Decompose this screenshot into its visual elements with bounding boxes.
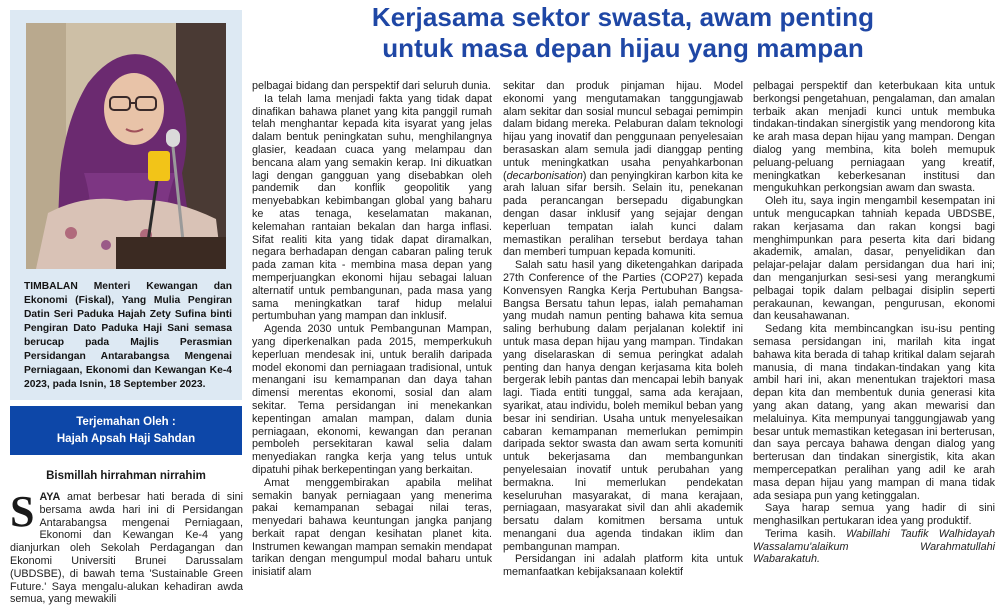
- paragraph: Amat menggembirakan apabila melihat semakin banyak perniagaan yang menerima pakai kemampanan sebagai nilai teras, menyedari bahawa keuntungan jangka panjang berkait rapat dengan kesihatan planet kita. Instrumen kewangan mampan semakin mendapat tarikan dengan mengumpul modal baharu untuk inisiatif alam: [252, 476, 492, 579]
- photo-caption: TIMBALAN Menteri Kewangan dan Ekonomi (Fiskal), Yang Mulia Pengiran Datin Seri Paduka Hajah Zety Sufina binti Pengiran Dato Paduka Haji Sani semasa berucap pada Majlis Perasmian Persidangan Antarabangsa Mengenai Perniagaan, Ekonomi dan Kewangan Ke-4 2023, pada Isnin, 18 September 2023.: [24, 281, 232, 390]
- article-column-4: [753, 80, 995, 566]
- bismillah-line: Bismillah hirrahman nirrahim: [46, 470, 206, 482]
- lead-word: AYA: [39, 491, 61, 503]
- paragraph-text: ) dan penyingkiran karbon kita ke arah laluan sifar bersih. Selain itu, penekanan pada perancangan bersepadu digabungkan dengan dasar inklusif yang sejajar dengan keperluan tempatan ialah kunci dalam memastikan peralihan tersebut berdaya tahan dan memberi tumpuan kepada komuniti.: [503, 169, 743, 259]
- paragraph: pelbagai perspektif dan keterbukaan kita untuk berkongsi pengetahuan, pengalaman, dan amalan terbaik akan menjadi kunci untuk membuka tindakan-tindakan sinergistik yang mendorong kita ke arah masa depan hijau yang mampan. Dengan dialog yang membina, kita boleh memupuk peluang-peluang perniagaan yang kreatif, meningkatkan keberkesanan institusi dan mengukuhkan perkongsian awam dan swasta.: [753, 80, 995, 195]
- paragraph: Sedang kita membincangkan isu-isu penting semasa persidangan ini, marilah kita ingat bahawa kita berada di tahap kritikal dalam sejarah manusia, di mana tindakan-tindakan yang kita ambil hari ini, akan menentukan trajektori masa depan kita dan membentuk dunia generasi kita yang akan datang, yang akan mewarisi dan melaluinya. Kita mempunyai tanggungjawab yang besar untuk memastikan ketegasan ini berterusan, dan saya percaya bahawa dengan dialog yang berterusan dan tindakan sinergistik, kita akan mempercepatkan peralihan yang adil ke arah masa depan hijau yang mampan di mana tidak ada sesiapa pun yang ketinggalan.: [753, 323, 995, 502]
- closing-paragraph: [753, 528, 995, 566]
- emphasis-term: decarbonisation: [506, 169, 583, 182]
- headline-line-2: untuk masa depan hijau yang mampan: [382, 33, 864, 63]
- paragraph: Agenda 2030 untuk Pembangunan Mampan, yang diperkenalkan pada 2015, memperkukuh keperluan mendesak ini, untuk beralih daripada model ekonomi dan perniagaan tradisional, untuk menangani isu kemampanan dan daya tahan dimensi merentas ekonomi, sosial dan alam sekitar. Tema persidangan ini menekankan kepentingan amalan mampan, dalam dunia perniagaan, ekonomi, kewangan dan peranan pemboleh persekitaran kawal selia dalam menyediakan rangka kerja yang telus untuk dipatuhi pihak berkepentingan yang berkaitan.: [252, 323, 492, 476]
- article-column-1: [10, 487, 243, 606]
- speaker-photo: [26, 23, 226, 269]
- opening-text: amat berbesar hati berada di sini bersama awda hari ini di Persidangan Antarabangsa mengenai Perniagaan, Ekonomi dan Kewangan Ke-4 yang dianjurkan oleh Sekolah Perdagangan dan Ekonomi Universiti Brunei Darussalam (UBDSBE), di bawah tema 'Sustainable Green Future.' Saya mengalu-alukan kehadiran awda semua, yang mewakili: [10, 491, 243, 606]
- headline-line-1: Kerjasama sektor swasta, awam penting: [371, 2, 875, 32]
- opening-paragraph: [10, 487, 243, 606]
- paragraph-text: sekitar dan produk pinjaman hijau. Model ekonomi yang mengutamakan tanggungjawab alam sekitar dan sosial muncul sebagai pemimpin dalam bidang mereka. Pelaburan dalam teknologi hijau yang inovatif dan penggunaan penyelesaian berasaskan alam semula jadi dianggap penting untuk meningkatkan usaha penyahkarbonan (: [503, 80, 743, 182]
- photo-panel: [10, 10, 242, 400]
- translator-name: Hajah Apsah Haji Sahdan: [56, 432, 196, 445]
- paragraph: Oleh itu, saya ingin mengambil kesempatan ini untuk mengucapkan tahniah kepada UBDSBE, rakan kerjasama dan rakan kongsi bagi menghimpunkan para peserta kita dari bidang akademik, amalan, dasar, penyelidikan dan pelajar-pelajar dalam persidangan dua hari ini; dan menganjurkan sesi-sesi yang merangkumi pelbagai topik dalam pelbagai disiplin seperti perakaunan, kewangan, pengurusan, ekonomi dan keusahawanan.: [753, 195, 995, 323]
- paragraph: Ia telah lama menjadi fakta yang tidak dapat dinafikan bahawa planet yang kita panggil rumah telah menghantar kepada kita isyarat yang jelas dalam bentuk peningkatan suhu, menghilangnya glasier, keadaan cuaca yang melampau dan bencana alam yang semakin kerap. Ini dikuatkan lagi dengan gangguan yang disebabkan oleh pandemik dan konflik geopolitik yang menyebabkan kebimbangan global yang baharu ke atas tenaga, keselamatan makanan, kelemahan rantaian bekalan dan harga inflasi. Sifat realiti kita yang tidak dapat diramalkan, negara berhadapan dengan cabaran paling teruk pada zaman kita - membina masa depan yang memperjuangkan ekonomi hijau sebagai laluan alternatif untuk pembangunan, pada masa yang sama meningkatkan taraf hidup melalui pertumbuhan yang mampan dan inklusif.: [252, 92, 492, 323]
- paragraph: Salah satu hasil yang diketengahkan daripada 27th Conference of the Parties (COP27) kepada Konvensyen Rangka Kerja Pertubuhan Bangsa-Bangsa Bersatu tahun lepas, ialah pemahaman yang mudah namun penting bahawa kita semua saling berhubung dalam perjalanan kolektif ini untuk masa depan hijau yang mampan. Tindakan yang diselaraskan di semua peringkat adalah penting dan hanya dengan kerjasama kita boleh bergerak lebih pantas dan mencapai lebih banyak lagi. Tiada entiti tunggal, sama ada kerajaan, syarikat, atau individu, boleh memikul beban yang besar ini sendirian. Usaha untuk menyelesaikan cabaran kemampanan memerlukan pemimpin daripada sektor swasta dan awam serta komuniti untuk bekerjasama dan membangunkan penyelesaian inovatif untuk perubahan yang bermakna. Ini memerlukan pendekatan keseluruhan masyarakat, di mana kerajaan, perniagaan, masyarakat sivil dan ahli akademik bersatu dalam komitmen bersama untuk menangani dua agenda tindakan iklim dan pembangunan mampan.: [503, 259, 743, 553]
- drop-cap: S: [10, 487, 35, 536]
- article-column-3: [503, 80, 743, 579]
- paragraph: Saya harap semua yang hadir di sini menghasilkan pertukaran idea yang produktif.: [753, 502, 995, 528]
- headline: [252, 2, 994, 64]
- translator-box: [10, 406, 242, 455]
- paragraph: pelbagai bidang dan perspektif dari seluruh dunia.: [252, 80, 491, 92]
- paragraph: [503, 80, 743, 259]
- translator-label: Terjemahan Oleh :: [76, 415, 176, 428]
- thanks-text: Terima kasih.: [765, 527, 847, 540]
- paragraph: Persidangan ini adalah platform kita untuk memanfaatkan kebijaksanaan kolektif: [503, 553, 743, 579]
- closing-salutation: Wabillahi Taufik Walhidayah Wassalamu'alaikum Warahmatullahi Wabarakatuh.: [753, 527, 995, 566]
- article-column-2: [252, 80, 492, 579]
